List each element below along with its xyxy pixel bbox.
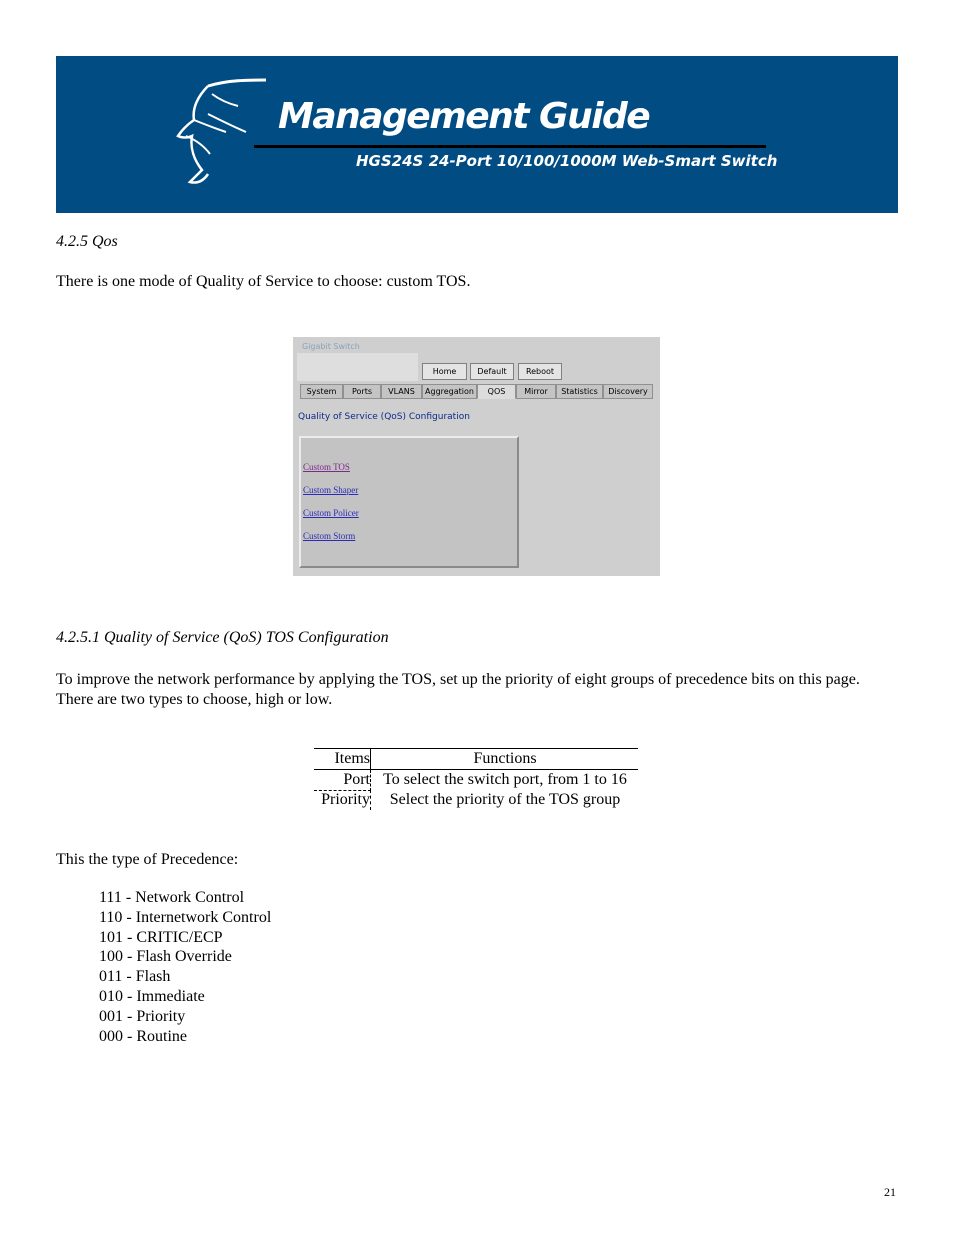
custom-policer-link[interactable]: Custom Policer [303,508,359,518]
page-number: 21 [884,1185,896,1199]
subsection-heading: 4.2.5.1 Quality of Service (QoS) TOS Configuration [56,629,389,646]
home-button[interactable]: Home [422,363,467,380]
list-item: 101 - CRITIC/ECP [99,928,223,946]
table-cell-function: Select the priority of the TOS group [389,791,621,808]
header-items: Items [314,749,371,769]
tab-vlans[interactable]: VLANS [381,384,422,399]
precedence-list [99,888,271,1046]
tab-statistics[interactable]: Statistics [556,384,603,399]
brand-box [297,353,418,381]
list-item: 100 - Flash Override [99,948,232,966]
list-item: 110 - Internetwork Control [99,908,272,926]
section-heading: 4.2.5 Qos [56,233,118,250]
tab-aggregation[interactable]: Aggregation [422,384,477,399]
switch-brand: Gigabit Switch [302,342,360,351]
table-header-row [314,748,638,770]
tab-discovery[interactable]: Discovery [603,384,653,399]
items-functions-table [314,748,638,810]
banner-title: Management Guide [278,96,650,137]
section-intro: There is one mode of Quality of Service to choose: custom TOS. [56,273,471,290]
banner-subtitle: HGS24S 24-Port 10/100/1000M Web-Smart Switch [356,152,778,170]
subsection-body: To improve the network performance by applying the TOS, set up the priority of eight groups of precedence bits on this page. There are two types to choose, high or low. [56,671,860,708]
banner-rule [254,145,766,148]
list-item: 001 - Priority [99,1007,186,1025]
table-cell-function: To select the switch port, from 1 to 16 [383,771,627,788]
tab-ports[interactable]: Ports [343,384,381,399]
precedence-intro: This the type of Precedence: [56,851,239,868]
table-cell-item: Port [314,770,371,791]
tab-bar [300,384,651,398]
header-banner [56,56,898,213]
custom-tos-link[interactable]: Custom TOS [303,462,350,472]
table-row [314,790,638,810]
list-item: 000 - Routine [99,1027,187,1045]
qos-screenshot [293,337,660,576]
tab-qos[interactable]: QOS [477,384,516,399]
list-item: 010 - Immediate [99,987,205,1005]
qos-config-title: Quality of Service (QoS) Configuration [298,412,470,422]
qos-link-panel [299,436,519,568]
custom-shaper-link[interactable]: Custom Shaper [303,485,359,495]
list-item: 111 - Network Control [99,889,245,906]
table-row [314,770,638,790]
reboot-button[interactable]: Reboot [518,363,562,380]
list-item: 011 - Flash [99,968,171,986]
header-functions: Functions [473,750,537,767]
tab-system[interactable]: System [300,384,343,399]
custom-storm-link[interactable]: Custom Storm [303,531,356,541]
tab-mirror[interactable]: Mirror [516,384,556,399]
table-cell-item: Priority [314,790,371,810]
eagle-logo-icon [168,74,268,189]
default-button[interactable]: Default [470,363,514,380]
